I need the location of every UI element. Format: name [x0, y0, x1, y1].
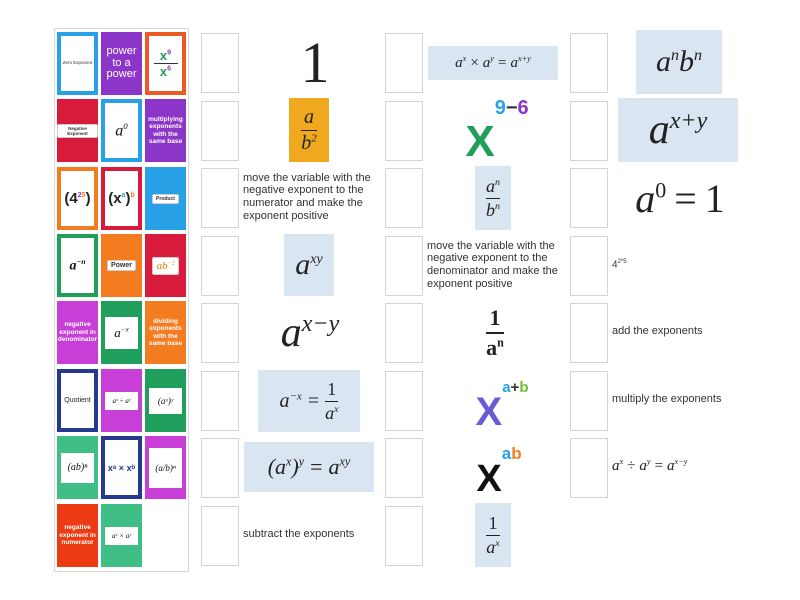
tile-a-negative-n[interactable]: $a^{-n}$ — [57, 234, 98, 297]
tile-product[interactable]: Product — [145, 167, 186, 230]
tile-power-to-a-power[interactable]: power to a power — [101, 32, 142, 95]
tile-4-2-5[interactable]: $(4^{25})$ — [57, 167, 98, 230]
drop-box-3-3[interactable] — [570, 168, 608, 228]
tile-dividing-exponents[interactable]: dividing exponents with the same base — [145, 301, 186, 364]
drop-box-1-8[interactable] — [201, 506, 239, 566]
prompt-a-x-minus-y: $a^{x-y}$ — [280, 310, 340, 356]
tile-a-negative-x[interactable]: $a^{-x}$ — [101, 301, 142, 364]
drop-box-2-3[interactable] — [385, 168, 423, 228]
prompt-one-over-a-n: $\frac{1}{a^n}$ — [486, 305, 504, 360]
tile-negative-exponent[interactable]: Negative Exponent — [57, 99, 98, 162]
tile-ab-power-n[interactable]: (ab)ⁿ — [57, 436, 98, 499]
drop-box-3-7[interactable] — [570, 438, 608, 498]
prompt-a-x-plus-y: $a^{x+y}$ — [618, 98, 738, 162]
tile-quotient[interactable]: Quotient — [57, 369, 98, 432]
tile-power[interactable]: Power — [101, 234, 142, 297]
drop-box-1-6[interactable] — [201, 371, 239, 431]
tile-ax-power-y[interactable]: (aˣ)ʸ — [145, 369, 186, 432]
prompt-subtract-exponents: subtract the exponents — [243, 527, 355, 540]
prompt-one-over-a-x: $\frac{1}{a^x}$ — [475, 503, 511, 567]
tile-ab-negative-2[interactable]: $ab^{-2}$ — [145, 234, 186, 297]
tile-ax-times-ay[interactable]: aˣ × aʸ — [101, 504, 142, 567]
tile-xa-times-xb[interactable]: xᵃ × xᵇ — [101, 436, 142, 499]
tile-bank — [54, 28, 189, 572]
prompt-x-ab: X ab — [476, 444, 522, 500]
prompt-x-a-plus-b: X a+b — [475, 379, 529, 434]
prompt-move-to-numerator: move the variable with the negative exponent to the numerator and make the exponent positive — [243, 171, 371, 222]
prompt-product-rule: $a^x$ × $a^y$ = $a^{x+y}$ — [428, 46, 558, 80]
prompt-a-zero-equals-one: $a^0$ = 1 — [635, 175, 725, 221]
drop-box-1-2[interactable] — [201, 101, 239, 161]
drop-box-2-7[interactable] — [385, 438, 423, 498]
prompt-a-xy: $a^{xy}$ — [284, 234, 334, 296]
drop-box-3-2[interactable] — [570, 101, 608, 161]
prompt-quotient-rule: $a^x$ ÷ $a^y$ = $a^{x-y}$ — [612, 457, 688, 474]
tile-zero-exponent[interactable]: Zero Exponent — [57, 32, 98, 95]
tile-x-a-b[interactable]: $(x^a)^b$ — [101, 167, 142, 230]
prompt-a-n-b-n: $a^nb^n$ — [636, 30, 722, 94]
drop-box-2-8[interactable] — [385, 506, 423, 566]
tile-negative-exponent-denominator[interactable]: negative exponent in denominator — [57, 301, 98, 364]
prompt-a-neg-x-equals: $a^{-x}$ = $\frac{1}{a^x}$ — [258, 370, 360, 432]
drop-box-3-1[interactable] — [570, 33, 608, 93]
tile-negative-exponent-numerator[interactable]: negative exponent in numerator — [57, 504, 98, 567]
drop-box-1-4[interactable] — [201, 236, 239, 296]
drop-box-3-6[interactable] — [570, 371, 608, 431]
drop-box-2-5[interactable] — [385, 303, 423, 363]
drop-box-2-2[interactable] — [385, 101, 423, 161]
prompt-x-9-minus-6: X 9−6 — [465, 97, 529, 166]
prompt-add-exponents: add the exponents — [612, 324, 703, 337]
prompt-4-2-5: $4^{2*5}$ — [612, 259, 627, 271]
drop-box-1-1[interactable] — [201, 33, 239, 93]
prompt-a-n-over-b-n: $\frac{a^n}{b^n}$ — [475, 166, 511, 230]
tile-multiplying-exponents[interactable]: multiplying exponents with the same base — [145, 99, 186, 162]
tile-a-zero[interactable]: $a^0$ — [101, 99, 142, 162]
prompt-power-rule: $(a^x)^y$ = $a^{xy}$ — [244, 442, 374, 492]
drop-box-2-4[interactable] — [385, 236, 423, 296]
drop-box-2-1[interactable] — [385, 33, 423, 93]
tile-a-over-b-power-n[interactable]: (a/b)ⁿ — [145, 436, 186, 499]
tile-ax-div-ay[interactable]: aˣ ÷ aʸ — [101, 369, 142, 432]
drop-box-1-3[interactable] — [201, 168, 239, 228]
drop-box-3-4[interactable] — [570, 236, 608, 296]
drop-box-3-5[interactable] — [570, 303, 608, 363]
drop-box-1-5[interactable] — [201, 303, 239, 363]
prompt-multiply-exponents: multiply the exponents — [612, 392, 722, 405]
drop-box-1-7[interactable] — [201, 438, 239, 498]
drop-box-2-6[interactable] — [385, 371, 423, 431]
prompt-a-over-b-squared: $\frac{a}{b^2}$ — [289, 98, 329, 162]
prompt-move-to-denominator: move the variable with the negative exponent to the denominator and make the exponent positive — [427, 239, 558, 290]
tile-x9-over-x6[interactable]: $x^9$ $x^6$ — [145, 32, 186, 95]
prompt-one: 1 — [300, 30, 330, 95]
